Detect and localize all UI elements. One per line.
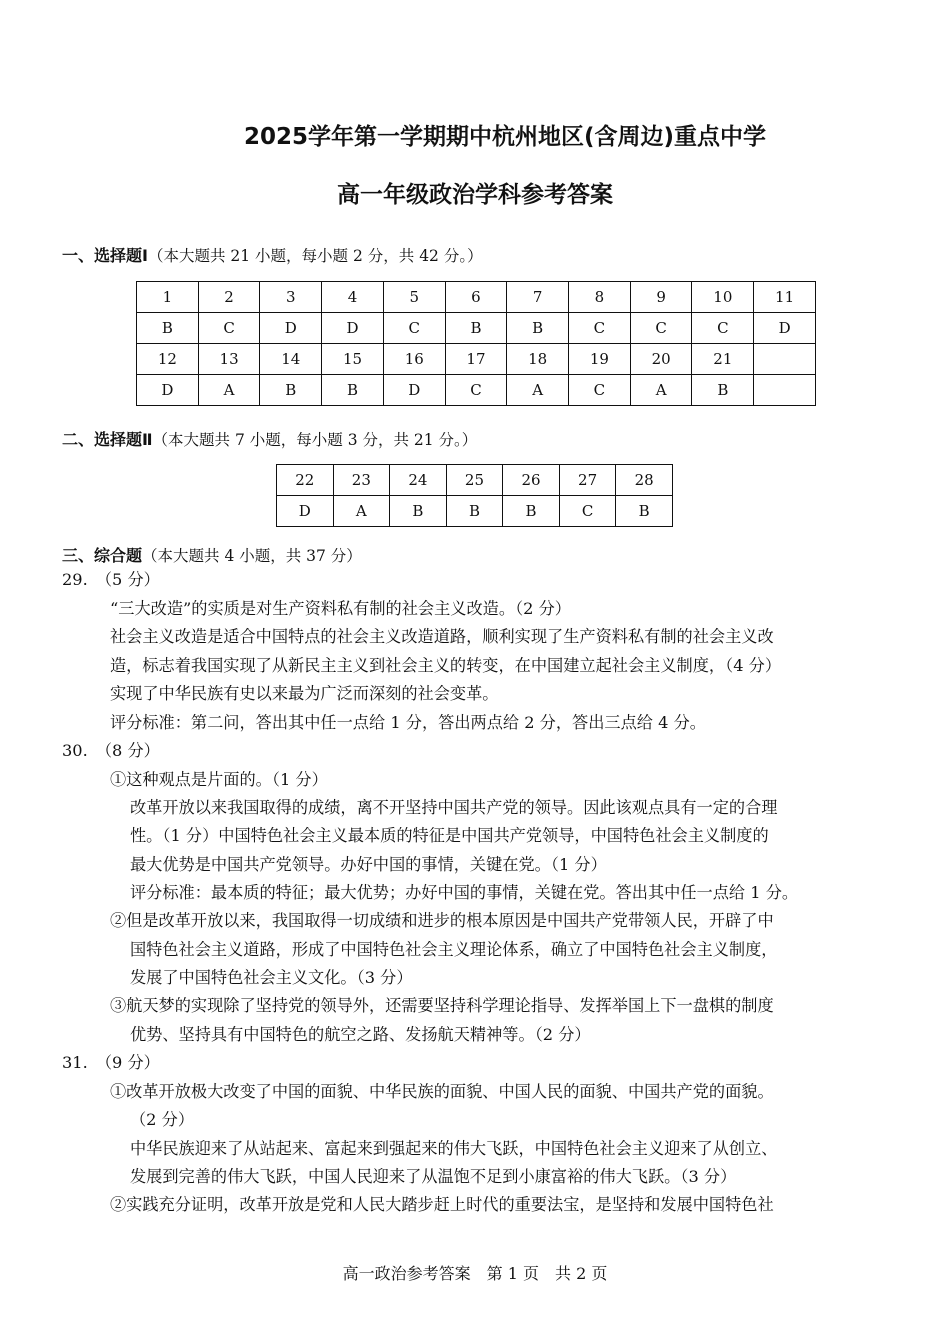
q30-line: 优势、坚持具有中国特色的航空之路、发扬航天精神等。（2 分）: [130, 1025, 591, 1044]
answer-cell: 18: [507, 344, 569, 375]
answer-cell: C: [569, 313, 631, 344]
answer-cell: B: [446, 496, 503, 527]
q29-line: 社会主义改造是适合中国特点的社会主义改造道路，顺利实现了生产资料私有制的社会主义改: [110, 627, 774, 646]
section2-title: 二、选择题Ⅱ: [62, 430, 153, 449]
answer-cell: 28: [616, 465, 673, 496]
answer-cell: B: [137, 313, 199, 344]
q29-line: “三大改造”的实质是对生产资料私有制的社会主义改造。（2 分）: [110, 599, 571, 618]
answer-cell: 23: [333, 465, 390, 496]
section3-heading: [62, 543, 362, 566]
answer-cell: C: [445, 375, 507, 406]
answer-row: [137, 313, 816, 344]
q31-line: 中华民族迎来了从站起来、富起来到强起来的伟大飞跃，中国特色社会主义迎来了从创立、: [130, 1139, 778, 1158]
answer-cell: 26: [503, 465, 560, 496]
answer-cell: C: [559, 496, 616, 527]
answer-cell: A: [507, 375, 569, 406]
answer-cell: [754, 375, 816, 406]
section1-title: 一、选择题Ⅰ: [62, 246, 148, 265]
answer-cell: B: [503, 496, 560, 527]
answer-cell: 3: [260, 282, 322, 313]
answer-row: [137, 375, 816, 406]
answer-cell: C: [630, 313, 692, 344]
answer-cell: 4: [322, 282, 384, 313]
answer-cell: B: [445, 313, 507, 344]
q29-line: 造，标志着我国实现了从新民主主义到社会主义的转变，在中国建立起社会主义制度，（4 分）: [110, 656, 782, 675]
answer-row: [277, 465, 673, 496]
q29-number: 29. （5 分）: [62, 570, 160, 589]
answer-cell: 27: [559, 465, 616, 496]
answer-cell: C: [383, 313, 445, 344]
answer-table-2: [276, 464, 673, 527]
section2-heading: [62, 427, 477, 450]
answer-cell: 17: [445, 344, 507, 375]
q31-line: 发展到完善的伟大飞跃，中国人民迎来了从温饱不足到小康富裕的伟大飞跃。（3 分）: [130, 1167, 737, 1186]
answer-cell: 16: [383, 344, 445, 375]
q30-line: 改革开放以来我国取得的成绩，离不开坚持中国共产党的领导。因此该观点具有一定的合理: [130, 798, 778, 817]
answer-cell: 22: [277, 465, 334, 496]
section2-note: （本大题共 7 小题，每小题 3 分，共 21 分。）: [152, 431, 478, 449]
answer-cell: C: [692, 313, 754, 344]
answer-cell: A: [198, 375, 260, 406]
answer-cell: 21: [692, 344, 754, 375]
answer-cell: 11: [754, 282, 816, 313]
answer-cell: 10: [692, 282, 754, 313]
answer-cell: 12: [137, 344, 199, 375]
answer-cell: 9: [630, 282, 692, 313]
answer-cell: 7: [507, 282, 569, 313]
answer-cell: 5: [383, 282, 445, 313]
answer-cell: D: [137, 375, 199, 406]
q30-line: ③航天梦的实现除了坚持党的领导外，还需要坚持科学理论指导、发挥举国上下一盘棋的制度: [110, 996, 774, 1015]
q31-line: ②实践充分证明，改革开放是党和人民大踏步赶上时代的重要法宝，是坚持和发展中国特色社: [110, 1195, 774, 1214]
answer-cell: A: [333, 496, 390, 527]
q31-line: （2 分）: [130, 1110, 195, 1129]
document-title: 2025学年第一学期期中杭州地区(含周边)重点中学: [243, 124, 767, 150]
q30-line: 国特色社会主义道路，形成了中国特色社会主义理论体系，确立了中国特色社会主义制度，: [130, 940, 778, 959]
q30-line: ①这种观点是片面的。（1 分）: [110, 770, 328, 789]
answer-cell: B: [260, 375, 322, 406]
q30-number: 30. （8 分）: [62, 741, 160, 760]
answer-cell: B: [390, 496, 447, 527]
q30-line: ②但是改革开放以来，我国取得一切成绩和进步的根本原因是中国共产党带领人民，开辟了中: [110, 911, 774, 930]
answer-cell: 20: [630, 344, 692, 375]
section1-heading: [62, 243, 483, 266]
q30-scoring-note: 评分标准：最本质的特征；最大优势；办好中国的事情，关键在党。答出其中任一点给 1 分。: [130, 883, 799, 902]
answer-cell: 14: [260, 344, 322, 375]
q30-line: 发展了中国特色社会主义文化。（3 分）: [130, 968, 413, 987]
answer-cell: 19: [569, 344, 631, 375]
answer-cell: 8: [569, 282, 631, 313]
answer-cell: B: [616, 496, 673, 527]
q29-line: 实现了中华民族有史以来最为广泛而深刻的社会变革。: [110, 684, 499, 703]
q29-scoring-note: 评分标准：第二问，答出其中任一点给 1 分，答出两点给 2 分，答出三点给 4 分。: [110, 713, 706, 732]
q31-number: 31. （9 分）: [62, 1053, 160, 1072]
answer-cell: 25: [446, 465, 503, 496]
answer-cell: C: [198, 313, 260, 344]
section3-note: （本大题共 4 小题，共 37 分）: [142, 547, 362, 565]
answer-cell: 2: [198, 282, 260, 313]
answer-cell: A: [630, 375, 692, 406]
answer-row: [137, 282, 816, 313]
answer-cell: B: [322, 375, 384, 406]
answer-cell: D: [260, 313, 322, 344]
answer-table-1: [136, 281, 816, 406]
answer-cell: C: [569, 375, 631, 406]
q30-line: 性。（1 分）中国特色社会主义最本质的特征是中国共产党领导，中国特色社会主义制度的: [130, 826, 769, 845]
document-subtitle: 高一年级政治学科参考答案: [337, 182, 613, 208]
answer-cell: D: [754, 313, 816, 344]
answer-cell: D: [277, 496, 334, 527]
answer-cell: D: [322, 313, 384, 344]
answer-cell: 13: [198, 344, 260, 375]
answer-cell: B: [507, 313, 569, 344]
section3-title: 三、综合题: [62, 546, 143, 565]
answer-cell: 15: [322, 344, 384, 375]
answer-row: [137, 344, 816, 375]
answer-cell: [754, 344, 816, 375]
answer-row: [277, 496, 673, 527]
answer-cell: 1: [137, 282, 199, 313]
q31-line: ①改革开放极大改变了中国的面貌、中华民族的面貌、中国人民的面貌、中国共产党的面貌。: [110, 1082, 774, 1101]
answer-cell: D: [383, 375, 445, 406]
q30-line: 最大优势是中国共产党领导。办好中国的事情，关键在党。（1 分）: [130, 855, 607, 874]
answer-cell: B: [692, 375, 754, 406]
section1-note: （本大题共 21 小题，每小题 2 分，共 42 分。）: [147, 247, 483, 265]
answer-cell: 24: [390, 465, 447, 496]
answer-cell: 6: [445, 282, 507, 313]
page-footer: 高一政治参考答案 第 1 页 共 2 页: [342, 1264, 608, 1283]
